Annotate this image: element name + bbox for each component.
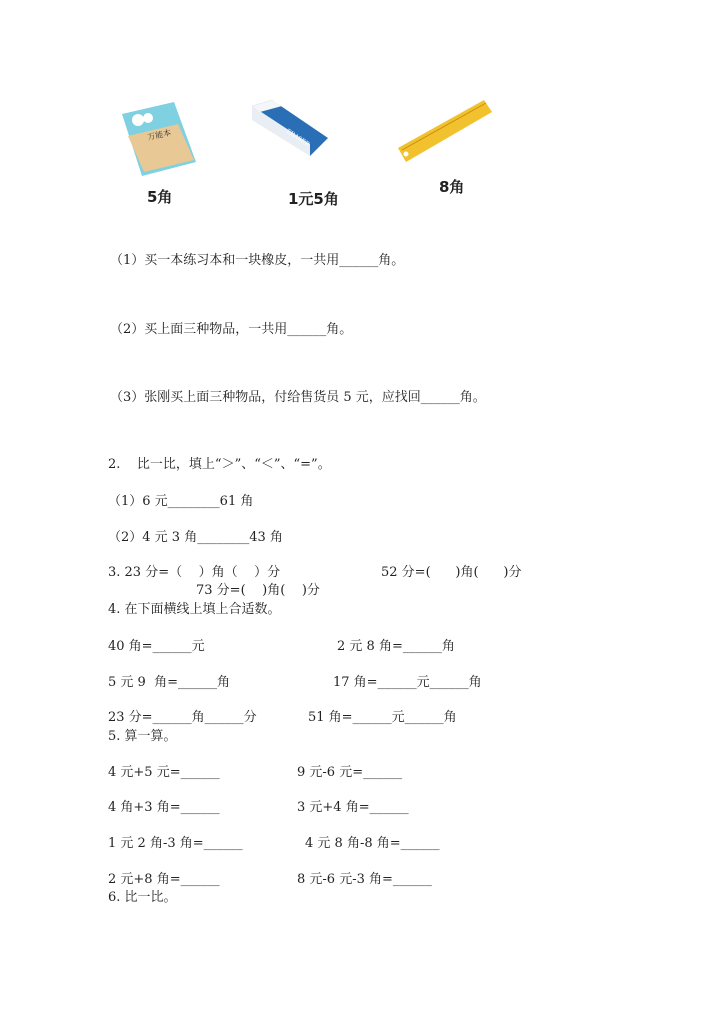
q4-title: 4. 在下面横线上填上合适数。 <box>108 602 281 617</box>
q4-item: 23 分=______角______分 <box>108 710 257 725</box>
q5-item: 4 元 8 角-8 角=______ <box>305 836 440 851</box>
q2-sub2: （2）4 元 3 角________43 角 <box>108 530 283 545</box>
q4-item: 17 角=______元______角 <box>333 675 482 690</box>
q4-item: 5 元 9 角=______角 <box>108 675 230 690</box>
q5-item: 4 元+5 元=______ <box>108 765 220 780</box>
q4-item: 2 元 8 角=______角 <box>337 639 455 654</box>
eraser-brand-text: ERASER <box>284 127 311 148</box>
q4-item: 40 角=______元 <box>108 639 205 654</box>
ruler-image <box>396 96 496 166</box>
q5-title: 5. 算一算。 <box>108 729 177 744</box>
ruler-price: 8角 <box>439 178 465 196</box>
q5-item: 3 元+4 角=______ <box>297 800 409 815</box>
notebook-price: 5角 <box>147 188 173 206</box>
eraser-price: 1元5角 <box>288 190 339 208</box>
notebook-image <box>118 100 200 180</box>
q4-item: 51 角=______元______角 <box>308 710 457 725</box>
q5-item: 9 元-6 元=______ <box>297 765 403 780</box>
q5-item: 1 元 2 角-3 角=______ <box>108 836 243 851</box>
q1-sub1: （1）买一本练习本和一块橡皮，一共用______角。 <box>110 253 405 268</box>
q5-item: 2 元+8 角=______ <box>108 872 220 887</box>
eraser-image <box>248 98 332 162</box>
q1-sub3: （3）张刚买上面三种物品，付给售货员 5 元，应找回______角。 <box>110 390 486 405</box>
q5-item: 8 元-6 元-3 角=______ <box>297 872 432 887</box>
q2-title: 2. 比一比，填上“＞”、“＜”、“=”。 <box>108 457 331 472</box>
notebook-cover-text: 万能本 <box>146 128 172 142</box>
q5-item: 4 角+3 角=______ <box>108 800 220 815</box>
q6-title: 6. 比一比。 <box>108 890 177 905</box>
q1-sub2: （2）买上面三种物品，一共用______角。 <box>110 322 353 337</box>
q3-b: 52 分=( )角( )分 <box>381 565 522 580</box>
q3-c: 73 分=( )角( )分 <box>196 583 320 598</box>
q2-sub1: （1）6 元________61 角 <box>108 494 254 509</box>
q3-a: 3. 23 分=（ ）角（ ）分 <box>108 565 281 580</box>
